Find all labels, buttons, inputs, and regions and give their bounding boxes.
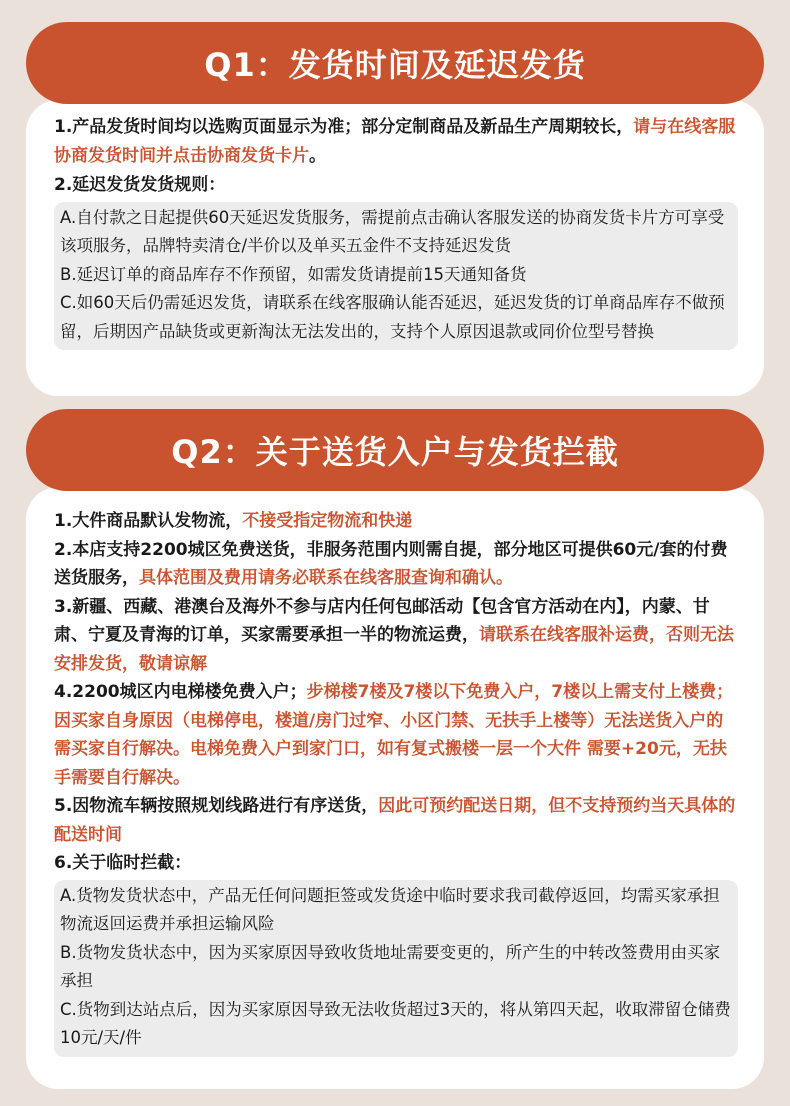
q2-title-banner	[26, 409, 764, 491]
q2-item-5	[54, 792, 738, 849]
q1-item-1-highlight: 请与在线客服协商发货时间并点击协商发货卡片	[54, 117, 736, 166]
q2-item-5-highlight: 因此可预约配送日期，但不支持预约当天具体的配送时间	[54, 796, 736, 845]
q2-rule-b: B.货物发货状态中，因为买家原因导致收货地址需要变更的，所产生的中转改签费用由买家承担	[60, 942, 721, 990]
q2-intercept-box	[54, 880, 738, 1057]
q2-item-1-highlight: 不接受指定物流和快递	[242, 511, 413, 531]
q2-item-6-heading: 6.关于临时拦截：	[54, 853, 192, 873]
q2-item-3	[54, 593, 738, 679]
q2-rule-a: A.货物发货状态中，产品无任何问题拒签或发货途中临时要求我司截停返回，均需买家承担物流返回运费并承担运输风险	[60, 885, 720, 933]
q2-item-5-text: 5.因物流车辆按照规划线路进行有序送货，	[54, 796, 379, 816]
q1-content	[54, 113, 738, 350]
q2-item-2	[54, 536, 738, 593]
q2-item-4-highlight: 步梯楼7楼及7楼以下免费入户，7楼以上需支付上楼费；因买家自身原因（电梯停电，楼道/房门过窄、小区门禁、无扶手上楼等）无法送货入户的需买家自行解决。电梯免费入户到家门口，如有复式搬楼一层一个大件 需要+20元，无扶手需要自行解决。	[54, 682, 734, 788]
q1-item-2-heading: 2.延迟发货发货规则：	[54, 175, 226, 195]
q1-item-1-end: 。	[309, 145, 326, 166]
q2-item-3-text: 3.新疆、西藏、港澳台及海外不参与店内任何包邮活动【包含官方活动在内】，内蒙、甘肃、宁夏及青海的订单，买家需要承担一半的物流运费，	[54, 596, 710, 645]
q2-item-3-highlight: 请联系在线客服补运费，否则无法安排发货，敬请谅解	[54, 625, 734, 674]
q1-title: Q1：发货时间及延迟发货	[204, 46, 586, 84]
q2-rule-c: C.货物到达站点后，因为买家原因导致无法收货超过3天的，将从第四天起，收取滞留仓储费10元/天/件	[60, 999, 731, 1047]
q2-content	[54, 507, 738, 1057]
q2-item-1	[54, 507, 738, 536]
q2-item-4-text: 4.2200城区内电梯楼免费入户；	[54, 682, 307, 702]
q2-item-2-text: 2.本店支持2200城区免费送货，非服务范围内则需自提，部分地区可提供60元/套的付费送货服务，	[54, 539, 728, 588]
q2-item-4	[54, 678, 738, 792]
q1-rule-a: A.自付款之日起提供60天延迟发货服务，需提前点击确认客服发送的协商发货卡片方可享受该项服务，品牌特卖清仓/半价以及单买五金件不支持延迟发货	[60, 207, 725, 255]
q1-item-1-text: 1.产品发货时间均以选购页面显示为准；部分定制商品及新品生产周期较长，	[54, 117, 634, 137]
q2-title: Q2：关于送货入户与发货拦截	[171, 433, 619, 471]
q1-item-1	[54, 113, 738, 170]
q1-rules-box	[54, 202, 738, 351]
q2-item-1-text: 1.大件商品默认发物流，	[54, 511, 243, 531]
q1-rule-c: C.如60天后仍需延迟发货，请联系在线客服确认能否延迟，延迟发货的订单商品库存不做预留，后期因产品缺货或更新淘汰无法发出的，支持个人原因退款或同价位型号替换	[60, 293, 725, 341]
q2-item-2-highlight: 具体范围及费用请务必联系在线客服查询和确认。	[139, 568, 513, 588]
q1-title-banner	[26, 22, 764, 104]
q1-rule-b: B.延迟订单的商品库存不作预留，如需发货请提前15天通知备货	[60, 264, 527, 284]
